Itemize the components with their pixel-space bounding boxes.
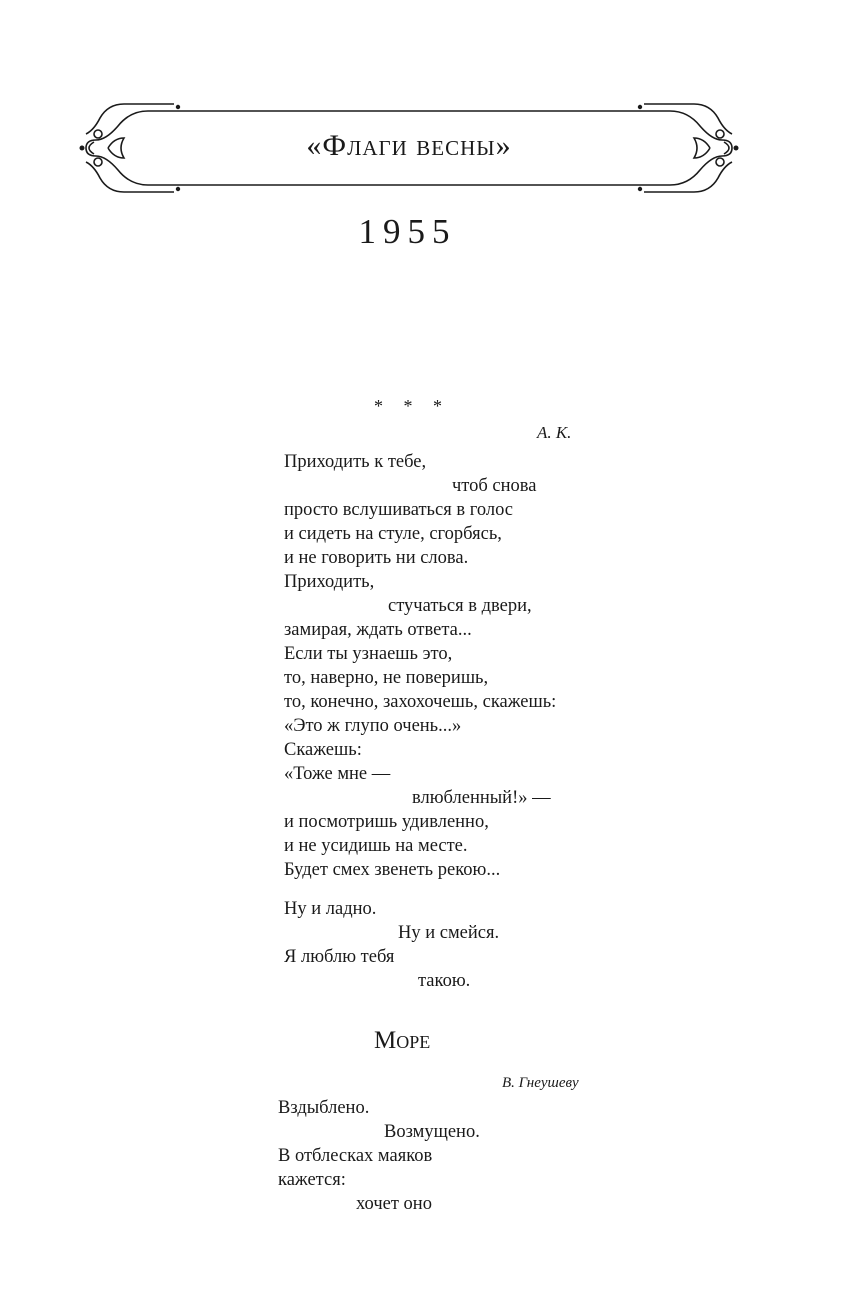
poem-line: и не усидишь на месте. (284, 836, 468, 856)
poem-line: замирая, ждать ответа... (284, 620, 472, 640)
stanza-break (284, 882, 556, 897)
poem-line: «Тоже мне — (284, 764, 391, 784)
poem-line: такою. (418, 971, 471, 991)
poem-line: Возмущено. (384, 1122, 480, 1142)
poem-dedication: А. К. (537, 423, 572, 442)
poem-line: и не говорить ни слова. (284, 548, 469, 568)
poem-title: Море (374, 1027, 431, 1054)
poem-line: то, наверно, не поверишь, (284, 668, 489, 688)
poem-line: Приходить к тебе, (284, 452, 427, 472)
section-title-banner (78, 98, 740, 198)
poem-body (278, 1096, 480, 1216)
poem-line: Ну и ладно. (284, 899, 377, 919)
poem-line: просто вслушиваться в голос (284, 500, 513, 520)
poem-line: кажется: (278, 1170, 346, 1190)
poem-heading-asterisks: * * * (374, 396, 450, 416)
poem-dedication: В. Гнеушеву (502, 1075, 579, 1091)
poem-line: Ну и смейся. (398, 923, 500, 943)
poem-line: Вздыблено. (278, 1098, 370, 1118)
poem-line: хочет оно (356, 1194, 432, 1214)
poem-line: Скажешь: (284, 740, 362, 760)
poem-line: и сидеть на стуле, сгорбясь, (284, 524, 502, 544)
poem-line: стучаться в двери, (388, 596, 532, 616)
section-year: 1955 (358, 212, 457, 251)
poem-line: и посмотришь удивленно, (284, 812, 489, 832)
poem-line: чтоб снова (452, 476, 537, 496)
poem-body (284, 450, 556, 993)
poem-line: Если ты узнаешь это, (284, 644, 453, 664)
poem-line: то, конечно, захохочешь, скажешь: (284, 692, 557, 712)
section-title: «Флаги весны» (306, 129, 512, 162)
poem-line: влюбленный!» — (412, 788, 551, 808)
poem-line: Будет смех звенеть рекою... (284, 860, 501, 880)
poem-line: В отблесках маяков (278, 1146, 433, 1166)
poem-line: «Это ж глупо очень...» (284, 716, 462, 736)
poem-line: Я люблю тебя (284, 947, 395, 967)
poem-line: Приходить, (284, 572, 375, 592)
